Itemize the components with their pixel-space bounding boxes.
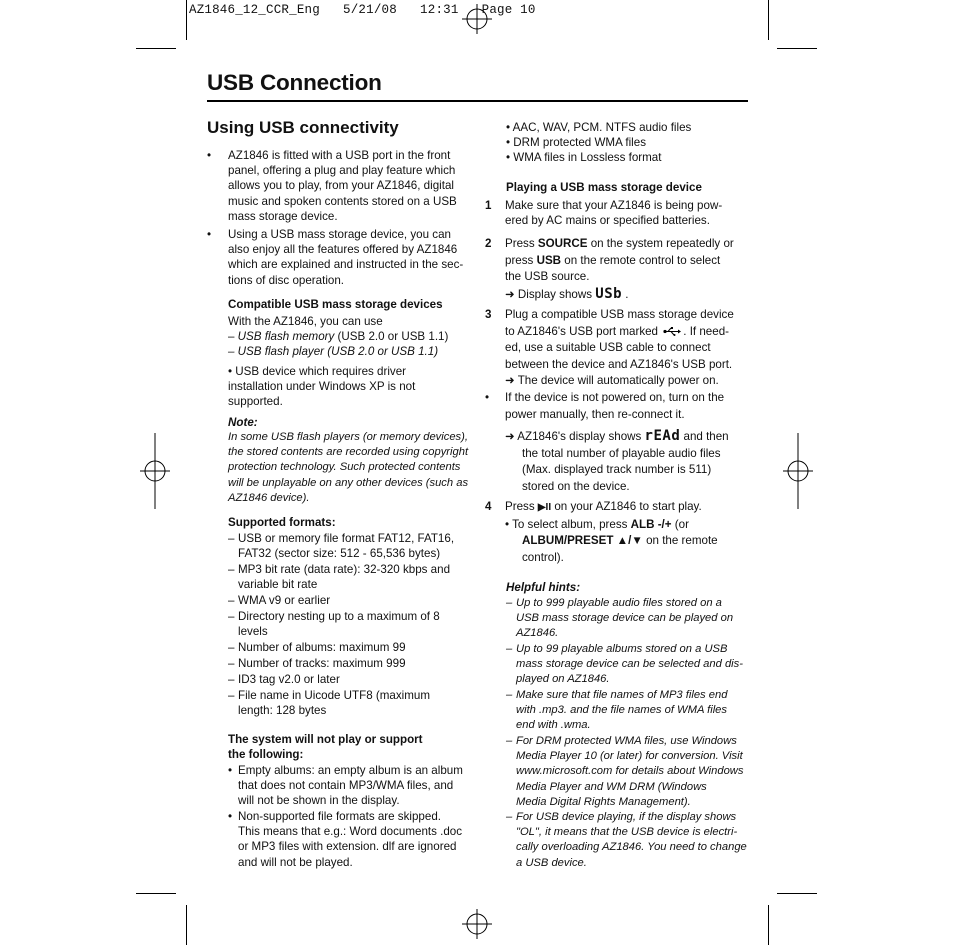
registration-mark-icon bbox=[140, 433, 170, 509]
formats-list: – USB or memory file format FAT12, FAT16, FAT32 (sector size: 512 - 65,536 bytes) – MP3 bit rate (data rate): 32-320 kbps and variable bit rate – WMA v9 or earlier – Directory nesting up to a maximum of 8 levels – Number of albums: maximum 99 – Number of tracks: maximum 999 – ID3 tag v2.0 or later – File name in Uicode UTF8 (maximum length: 128 bytes bbox=[228, 532, 455, 718]
step-3-bullet: • If the device is not powered on, turn on the power manually, then re-connect it. bbox=[485, 391, 725, 421]
compat-item: – USB flash player (USB 2.0 or USB 1.1) bbox=[228, 345, 439, 358]
intro-bullet: • bbox=[207, 149, 212, 162]
crop-mark bbox=[186, 905, 187, 945]
step-2: 2 Press SOURCE on the system repeatedly or press USB on the remote control to select the USB source. ➜ Display shows USb . bbox=[485, 237, 734, 302]
intro-bullet: • bbox=[207, 228, 212, 241]
compat-lead: With the AZ1846, you can use bbox=[228, 315, 383, 328]
lcd-usb-display: USb bbox=[595, 285, 623, 302]
intro-paragraph: AZ1846 is fitted with a USB port in the front panel, offering a plug and play feature which allows you to play, from your AZ1846, digital music and spoken contents stored on a USB mass storage device. bbox=[228, 149, 457, 223]
crop-mark bbox=[768, 905, 769, 945]
intro-paragraph: Using a USB mass storage device, you can also enjoy all the features offered by AZ1846 which are explained and instructed in the sec- tions of disc operation. bbox=[228, 228, 464, 287]
hints-list: – Up to 999 playable audio files stored on a USB mass storage device can be played on AZ1846. – Up to 99 playable albums stored on a USB mass storage device can be selected and dis- played on AZ1846. – Make sure that file names of MP3 files end with .mp3. and the file names of WMA files end with .wma. – For DRM protected WMA files, use Windows Media Player 10 (or later) for conversion. Visit www.microsoft.com for details about Windows Media Player and WM DRM (Windows Media Digital Rights Management). – For USB device playing, if the display shows "OL", it means that the USB device is electri- cally overloading AZ1846. You need to change a USB device. bbox=[506, 597, 747, 869]
play-pause-icon: ▶II bbox=[537, 502, 552, 513]
formats-heading: Supported formats: bbox=[228, 516, 336, 529]
lcd-read-display: rEAd bbox=[644, 428, 681, 444]
compat-heading: Compatible USB mass storage devices bbox=[228, 298, 443, 311]
unsupported-bullets: • AAC, WAV, PCM. NTFS audio files • DRM protected WMA files • WMA files in Lossless format bbox=[506, 121, 692, 165]
read-display-info: ➜ AZ1846's display shows rEAd and then the total number of playable audio files (Max. displayed track number is 511) stored on the device. bbox=[505, 428, 729, 493]
registration-mark-icon bbox=[783, 433, 813, 509]
step-3: 3 Plug a compatible USB mass storage device to AZ1846's USB port marked . If need- ed, use a suitable USB cable to connect between the device and AZ1846's USB port. ➜ The device will automatically power on. bbox=[485, 308, 734, 387]
crop-mark bbox=[768, 0, 769, 40]
crop-mark bbox=[777, 893, 817, 894]
page-title: USB Connection bbox=[207, 70, 382, 95]
usb-symbol-icon bbox=[663, 327, 681, 336]
compat-item: – USB flash memory (USB 2.0 or USB 1.1) bbox=[228, 330, 449, 343]
registration-mark-icon bbox=[462, 909, 492, 939]
not-supported-list: • Empty albums: an empty album is an album that does not contain MP3/WMA files, and will not be shown in the display. • Non-supported file formats are skipped. This means that e.g.: Word documents .doc or MP3 files with extension. dlf are ignored and will not be played. bbox=[228, 764, 463, 869]
print-slug: AZ1846_12_CCR_Eng 5/21/08 12:31 Page 10 bbox=[189, 3, 536, 17]
note-text: In some USB flash players (or memory devices), the stored contents are recorded using copyright protection technology. Such protected contents will be unplayable on any other devices (such as AZ1846 device). bbox=[228, 431, 469, 504]
crop-mark bbox=[186, 0, 187, 40]
crop-mark bbox=[136, 893, 176, 894]
crop-mark bbox=[777, 48, 817, 49]
title-rule bbox=[207, 100, 748, 102]
note-heading: Note: bbox=[228, 416, 258, 429]
hints-heading: Helpful hints: bbox=[506, 581, 581, 594]
crop-mark bbox=[136, 48, 176, 49]
playing-heading: Playing a USB mass storage device bbox=[506, 181, 702, 194]
step-4: 4 Press ▶II on your AZ1846 to start play. • To select album, press ALB -/+ (or ALBUM/PRESET ▲/▼ on the remote control). bbox=[485, 500, 718, 564]
step-1: 1 Make sure that your AZ1846 is being pow- ered by AC mains or specified batteries. bbox=[485, 199, 723, 228]
section-heading: Using USB connectivity bbox=[207, 118, 399, 137]
driver-note: • USB device which requires driver installation under Windows XP is not supported. bbox=[228, 365, 416, 409]
not-supported-heading: The system will not play or support the following: bbox=[228, 733, 423, 762]
